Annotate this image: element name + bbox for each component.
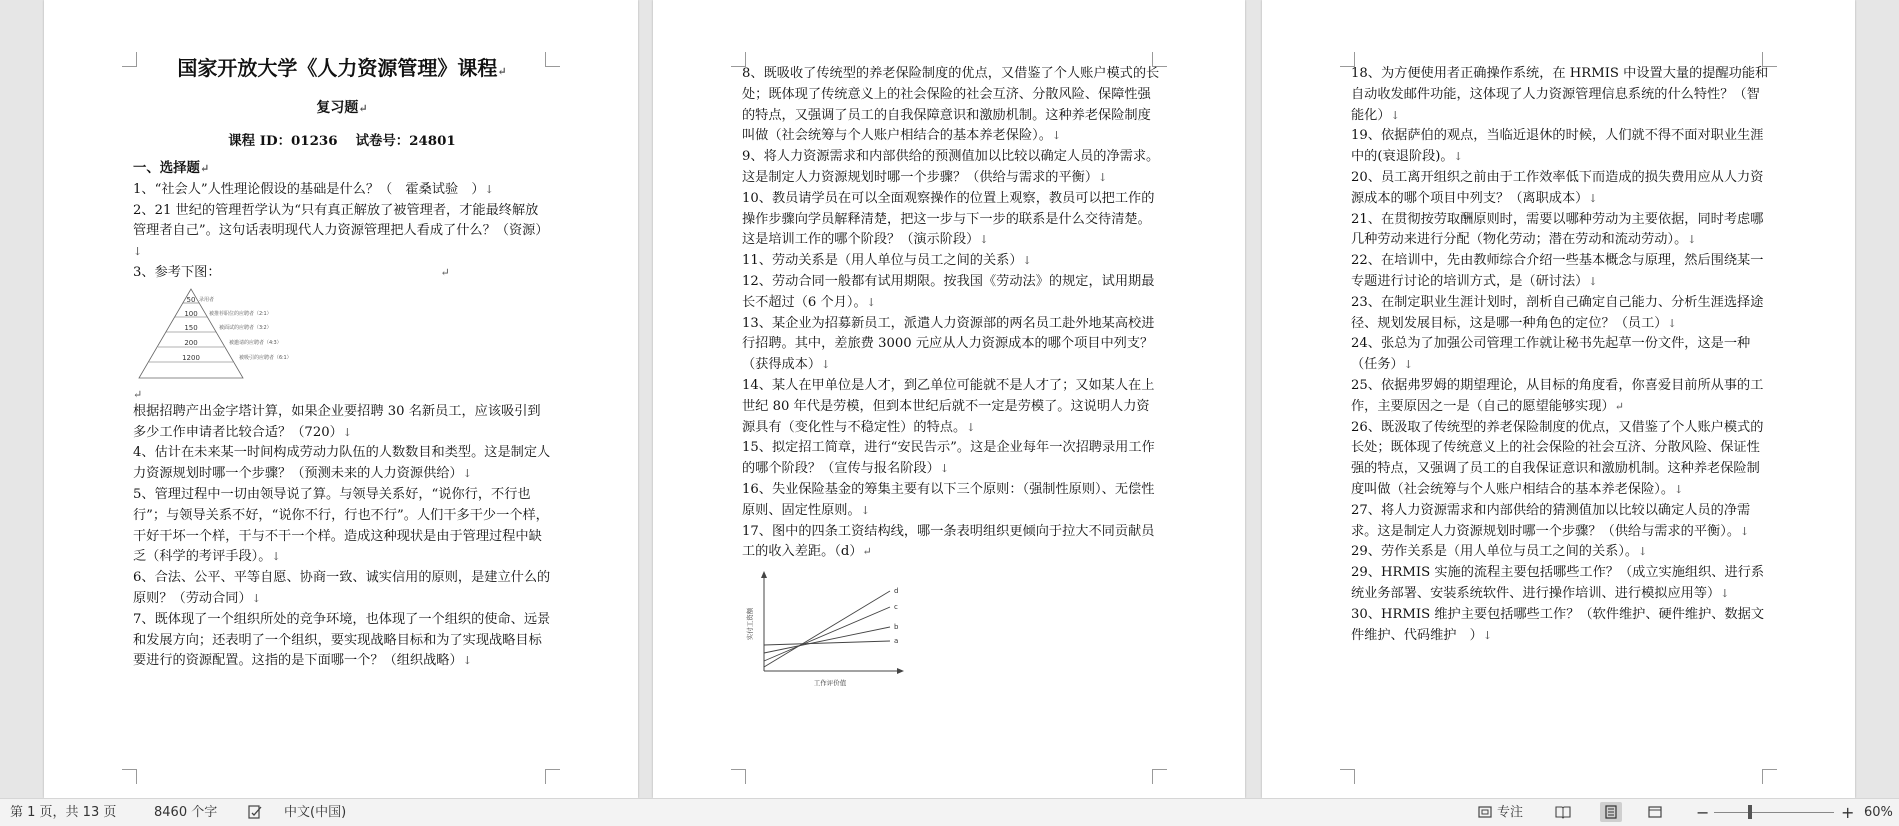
question-15[interactable]: 15、拟定招工简章，进行“安民告示”。这是企业每年一次招聘录用工作的哪个阶段？（宣传与报名阶段）↓ xyxy=(742,440,1155,477)
pyramid-value: 100 xyxy=(184,309,198,318)
document-page-2[interactable] xyxy=(653,0,1245,798)
chart-ylabel: 实付工资额 xyxy=(746,607,754,641)
focus-mode-label[interactable]: 专注 xyxy=(1497,805,1524,820)
pyramid-label: 被推荐职位的应聘者（2∶1） xyxy=(209,310,272,317)
question-16[interactable]: 16、失业保险基金的筹集主要有以下三个原则：（强制性原则）、无偿性原则、固定性原则。↓ xyxy=(742,481,1155,518)
pyramid-value: 200 xyxy=(184,338,198,347)
question-17[interactable]: 17、图中的四条工资结构线，哪一条表明组织更倾向于拉大不同贡献员工的收入差距。（d）↵ xyxy=(742,523,1155,560)
wage-line-b xyxy=(764,627,890,653)
course-id-line[interactable]: 课程 ID：01236 试卷号：24801 xyxy=(228,133,456,149)
language-status[interactable]: 中文(中国) xyxy=(284,805,347,820)
wage-line-label: a xyxy=(894,637,899,646)
wage-line-d xyxy=(764,591,890,667)
question-11[interactable]: 11、劳动关系是（用人单位与员工之间的关系）↓ xyxy=(742,253,1032,269)
print-layout-icon[interactable] xyxy=(1600,802,1622,822)
wage-structure-diagram xyxy=(742,569,942,689)
question-7[interactable]: 7、既体现了一个组织所处的竞争环境，也体现了一个组织的使命、远景和发展方向；还表明了一个组织，要实现战略目标和为了实现战略目标要进行的资源配置。这指的是下面哪一个？（组织战略）↓ xyxy=(133,611,551,669)
document-title[interactable]: 国家开放大学《人力资源管理》课程↵ xyxy=(177,56,507,80)
question-29b[interactable]: 29、HRMIS 实施的流程主要包括哪些工作？（成立实施组织、进行系统业务部署、安装系统软件、进行操作培训、进行模拟应用等）↓ xyxy=(1351,565,1765,601)
question-3[interactable]: 3、参考下图： ↵ xyxy=(133,264,450,280)
section-heading[interactable]: 一、选择题↵ xyxy=(133,160,210,176)
question-8[interactable]: 8、既吸收了传统型的养老保险制度的优点，又借鉴了个人账户模式的长处；既体现了传统意义上的社会保险的社会互济、分散风险、保障性强的特点，又强调了员工的自我保障意识和激励机制。这种养老保险制度叫做（社会统筹与个人账户相结合的基本养老保险）。↓ xyxy=(742,66,1160,144)
margin-corner-mark xyxy=(122,769,137,784)
question-14[interactable]: 14、某人在甲单位是人才，到乙单位可能就不是人才了；又如某人在上世纪 80 年代是劳模，但到本世纪后就不一定是劳模了。这说明人力资源具有（变化性与不稳定性）的特点。↓ xyxy=(742,377,1155,435)
pyramid-value: 150 xyxy=(184,323,198,332)
margin-corner-mark xyxy=(1152,769,1167,784)
page-count-status[interactable]: 第 1 页，共 13 页 xyxy=(10,805,117,820)
question-3-text[interactable]: 根据招聘产出金字塔计算，如果企业要招聘 30 名新员工，应该吸引到多少工作申请者比较合适？（720）↓ xyxy=(133,403,541,440)
question-19[interactable]: 19、依据萨伯的观点，当临近退休的时候，人们就不得不面对职业生涯中的(衰退阶段)。↓ xyxy=(1351,128,1764,165)
chart-xlabel: 工作评价值 xyxy=(813,679,847,688)
status-bar xyxy=(0,798,1899,826)
question-1[interactable]: 1、“社会人”人性理论假设的基础是什么？（ 霍桑试验 ）↓ xyxy=(133,181,494,197)
question-10[interactable]: 10、教员请学员在可以全面观察操作的位置上观察，教员可以把工作的操作步骤向学员解释清楚，把这一步与下一步的联系是什么交待清楚。这是培训工作的哪个阶段？（演示阶段）↓ xyxy=(742,190,1155,248)
question-20[interactable]: 20、员工离开组织之前由于工作效率低下而造成的损失费用应从人力资源成本的哪个项目中列支？（离职成本）↓ xyxy=(1351,169,1764,206)
wage-line-label: b xyxy=(894,623,899,632)
wage-structure-figure[interactable] xyxy=(742,569,1160,689)
question-9[interactable]: 9、将人力资源需求和内部供给的预测值加以比较以确定人员的净需求。这是制定人力资源规划时哪一个步骤？（供给与需求的平衡）↓ xyxy=(742,149,1160,185)
pyramid-label: 录用者 xyxy=(199,296,215,303)
question-18[interactable]: 18、为方便使用者正确操作系统，在 HRMIS 中设置大量的提醒功能和自动收发邮件功能，这体现了人力资源管理信息系统的什么特性？（智能化）↓ xyxy=(1351,66,1769,123)
question-22[interactable]: 22、在培训中，先由教师综合介绍一些基本概念与原理，然后围绕某一专题进行讨论的培训方式，是（研讨法）↓ xyxy=(1351,253,1764,289)
zoom-level[interactable]: 60% xyxy=(1864,805,1893,820)
wage-line-c xyxy=(764,607,890,661)
pyramid-label: 被面试的应聘者（3∶2） xyxy=(219,324,272,331)
margin-corner-mark xyxy=(1762,769,1777,784)
read-mode-icon[interactable] xyxy=(1552,802,1574,822)
margin-corner-mark xyxy=(1340,769,1355,784)
document-subtitle[interactable]: 复习题↵ xyxy=(316,100,368,116)
zoom-slider-thumb[interactable] xyxy=(1748,805,1752,819)
question-2[interactable]: 2、21 世纪的管理哲学认为“只有真正解放了被管理者，才能最终解放管理者自己”。这句话表明现代人力资源管理把人看成了什么？（资源）↓ xyxy=(133,202,549,259)
question-13[interactable]: 13、某企业为招募新员工，派遣人力资源部的两名员工赴外地某高校进行招聘。其中，差旅费 3000 元应从人力资源成本的哪个项目中列支？（获得成本）↓ xyxy=(742,315,1155,373)
zoom-in-button[interactable]: + xyxy=(1841,803,1855,822)
wage-line-a xyxy=(764,641,890,645)
question-5[interactable]: 5、管理过程中一切由领导说了算。与领导关系好，“说你行，不行也行”；与领导关系不好，“说你不行，行也不行”。人们干多干少一个样，干好干坏一个样，干与不干一个样。造成这种现状是由于管理过程中缺乏（科学的考评手段）。↓ xyxy=(133,486,549,565)
question-30[interactable]: 30、HRMIS 维护主要包括哪些工作？（软件维护、硬件维护、数据文件维护、代码维护 ）↓ xyxy=(1351,606,1765,643)
pyramid-value: 50 xyxy=(186,295,196,304)
zoom-slider[interactable] xyxy=(1714,812,1834,813)
wage-line-label: d xyxy=(894,587,899,596)
question-6[interactable]: 6、合法、公平、平等自愿、协商一致、诚实信用的原则，是建立什么的原则？（劳动合同）↓ xyxy=(133,570,551,606)
question-21[interactable]: 21、在贯彻按劳取酬原则时，需要以哪种劳动为主要依据，同时考虑哪几种劳动来进行分配（物化劳动；潜在劳动和流动劳动）。↓ xyxy=(1351,211,1764,248)
question-27[interactable]: 27、将人力资源需求和内部供给的猜测值加以比较以确定人员的净需求。这是制定人力资源规划时哪一个步骤？（供给与需求的平衡）。↓ xyxy=(1351,502,1751,539)
margin-corner-mark xyxy=(545,769,560,784)
zoom-out-button[interactable]: − xyxy=(1696,803,1710,822)
margin-corner-mark xyxy=(731,769,746,784)
web-layout-icon[interactable] xyxy=(1644,802,1666,822)
question-23[interactable]: 23、在制定职业生涯计划时，剖析自己确定自己能力、分析生涯选择途径、规划发展目标，这是哪一种角色的定位？（员工）↓ xyxy=(1351,294,1764,331)
pyramid-value: 1200 xyxy=(182,353,200,362)
pyramid-label: 被邀请的应聘者（4∶3） xyxy=(229,339,282,346)
question-24[interactable]: 24、张总为了加强公司管理工作就让秘书先起草一份文件，这是一种（任务）↓ xyxy=(1351,336,1751,373)
question-25[interactable]: 25、依据弗罗姆的期望理论，从目标的角度看，你喜爱目前所从事的工作，主要原因之一是（自己的愿望能够实现）↵ xyxy=(1351,377,1764,414)
question-26[interactable]: 26、既汲取了传统型的养老保险制度的优点，又借鉴了个人账户模式的长处；既体现了传统意义上的社会保险的社会互济、分散风险、保证性强的特点，又强调了员工的自我保证意识和激励机制。这种养老保险制度叫做（社会统筹与个人账户相结合的基本养老保险）。↓ xyxy=(1351,419,1764,497)
recruitment-pyramid-diagram xyxy=(133,286,313,384)
question-29a[interactable]: 29、劳作关系是（用人单位与员工之间的关系）。↓ xyxy=(1351,544,1648,560)
document-page-3[interactable] xyxy=(1262,0,1855,798)
proofing-icon[interactable] xyxy=(244,802,266,822)
wage-line-label: c xyxy=(894,603,898,612)
pyramid-label: 被吸引的应聘者（6∶1） xyxy=(239,354,292,361)
question-12[interactable]: 12、劳动合同一般都有试用期限。按我国《劳动法》的规定，试用期最长不超过（6 个月）。↓ xyxy=(742,273,1155,310)
question-4[interactable]: 4、估计在未来某一时间构成劳动力队伍的人数数目和类型。这是制定人力资源规划时哪一个步骤？（预测未来的人力资源供给）↓ xyxy=(133,445,551,482)
recruitment-pyramid-figure[interactable] xyxy=(133,286,551,384)
focus-mode-icon[interactable] xyxy=(1474,802,1496,822)
word-count-status[interactable]: 8460 个字 xyxy=(154,805,218,820)
document-page-1[interactable]: 国家开放大学《人力资源管理》课程↵ 复习题↵ 课程 ID：01236 试卷号：24801 一、选择题↵ 1、“社会人”人性理论假设的基础是什么？（ 霍桑试验 ）↓ 2、21 世纪的管理哲学认为“只有真正解放了被管理者，才能最终解放管理者自己”。这句话表明现代人力资源管理把人看成了什么？（资源）↓ 3、参考下图： ↵ 50 100 150 200 1200 录用者 被推荐职位的应聘者（2∶1） 被面试的应聘者（3∶2） 被邀请的应聘者（4∶3） 被吸引的应聘者（6∶1） ↵ 根据招聘产出金字塔计算，如果企业要招聘 30 名新员工，应该吸引到多少工作申请者比较合适？（720）↓ 4、估计在未来某一时间构成劳动力队伍的人数数目和类型。这是制定人力资源规划时哪一个步骤？（预测未来的人力资源供给）↓ 5、管理过程中一切由领导说了算。与领导关系好，“说你行，不行也行”；与领导关系不好，“说你不行，行也不行”。人们干多干少一个样，干好干坏一个样，干与不干一个样。造成这种现状是由于管理过程中缺乏（科学的考评手段）。↓ 6、合法、公平、平等自愿、协商一致、诚实信用的原则，是建立什么的原则？（劳动合同）↓ 7、既体现了一个组织所处的竞争环境，也体现了一个组织的使命、远景和发展方向；还表明了一个组织，要实现战略目标和为了实现战略目标要进行的资源配置。这指的是下面哪一个？（组织战略）↓ xyxy=(44,0,638,798)
